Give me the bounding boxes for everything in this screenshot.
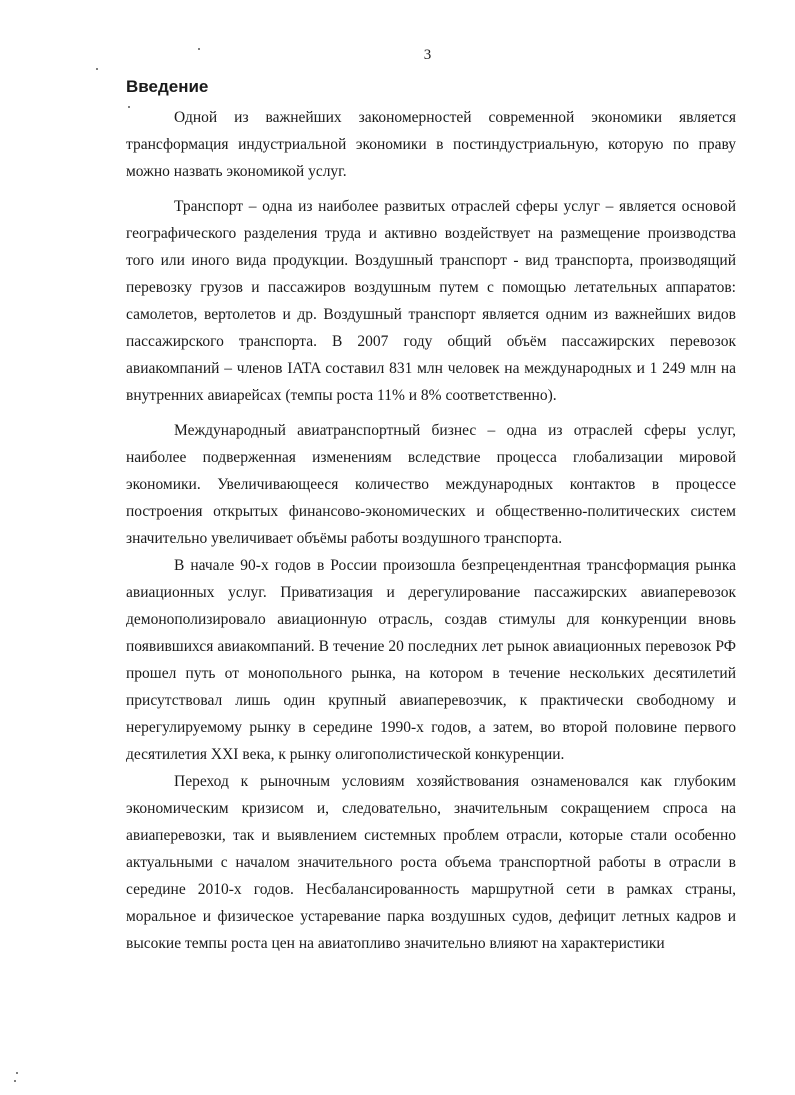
paragraph-5: Переход к рыночным условиям хозяйствования ознаменовался как глубоким экономическим кризисом и, следовательно, значительным сокращением спроса на авиаперевозки, так и выявлением системных проблем отрасли, которые стали особенно актуальными с началом значительного роста объема транспортной работы в отрасли в середине 2010-х годов. Несбалансированность маршрутной сети в рамках страны, моральное и физическое устаревание парка воздушных судов, дефицит летных кадров и высокие темпы роста цен на авиатопливо значительно влияют на характеристики [126, 773, 736, 952]
page-number: 3 [423, 47, 432, 63]
paragraph-2: Транспорт – одна из наиболее развитых отраслей сферы услуг – является основой географического разделения труда и активно воздействует на размещение производства того или иного вида продукции. Воздушный транспорт - вид транспорта, производящий перевозку грузов и пассажиров воздушным путем с помощью летательных аппаратов: самолетов, вертолетов и др. Воздушный транспорт является одним из важнейших видов пассажирского транспорта. В 2007 году общий объём пассажирских перевозок авиакомпаний – членов IATA составил 831 млн человек на международных и 1 249 млн на внутренних авиарейсах (темпы роста 11% и 8% соответственно). [126, 198, 736, 404]
paragraph-3: Международный авиатранспортный бизнес – одна из отраслей сферы услуг, наиболее подверженная изменениям вследствие процесса глобализации мировой экономики. Увеличивающееся количество международных контактов в процессе построения открытых финансово-экономических и общественно-политических систем значительно увеличивает объёмы работы воздушного транспорта. [126, 422, 736, 547]
scan-speck [128, 106, 130, 108]
scan-speck [14, 1080, 16, 1082]
scan-speck [96, 68, 98, 70]
document-body [126, 104, 736, 957]
scan-speck [198, 48, 200, 50]
section-heading: Введение [126, 77, 209, 96]
scan-speck [16, 1072, 18, 1074]
paragraph-1: Одной из важнейших закономерностей современной экономики является трансформация индустриальной экономики в постиндустриальную, которую по праву можно назвать экономикой услуг. [126, 109, 736, 180]
paragraph-4: В начале 90-х годов в России произошла безпрецендентная трансформация рынка авиационных услуг. Приватизация и дерегулирование пассажирских авиаперевозок демонополизировало авиационную отрасль, создав стимулы для конкуренции вновь появившихся авиакомпаний. В течение 20 последних лет рынок авиационных перевозок РФ прошел путь от монопольного рынка, на котором в течение нескольких десятилетий присутствовал лишь один крупный авиаперевозчик, к практически свободному и нерегулируемому рынку в середине 1990-х годов, а затем, во второй половине первого десятилетия XXI века, к рынку олигополистической конкуренции. [126, 557, 736, 763]
